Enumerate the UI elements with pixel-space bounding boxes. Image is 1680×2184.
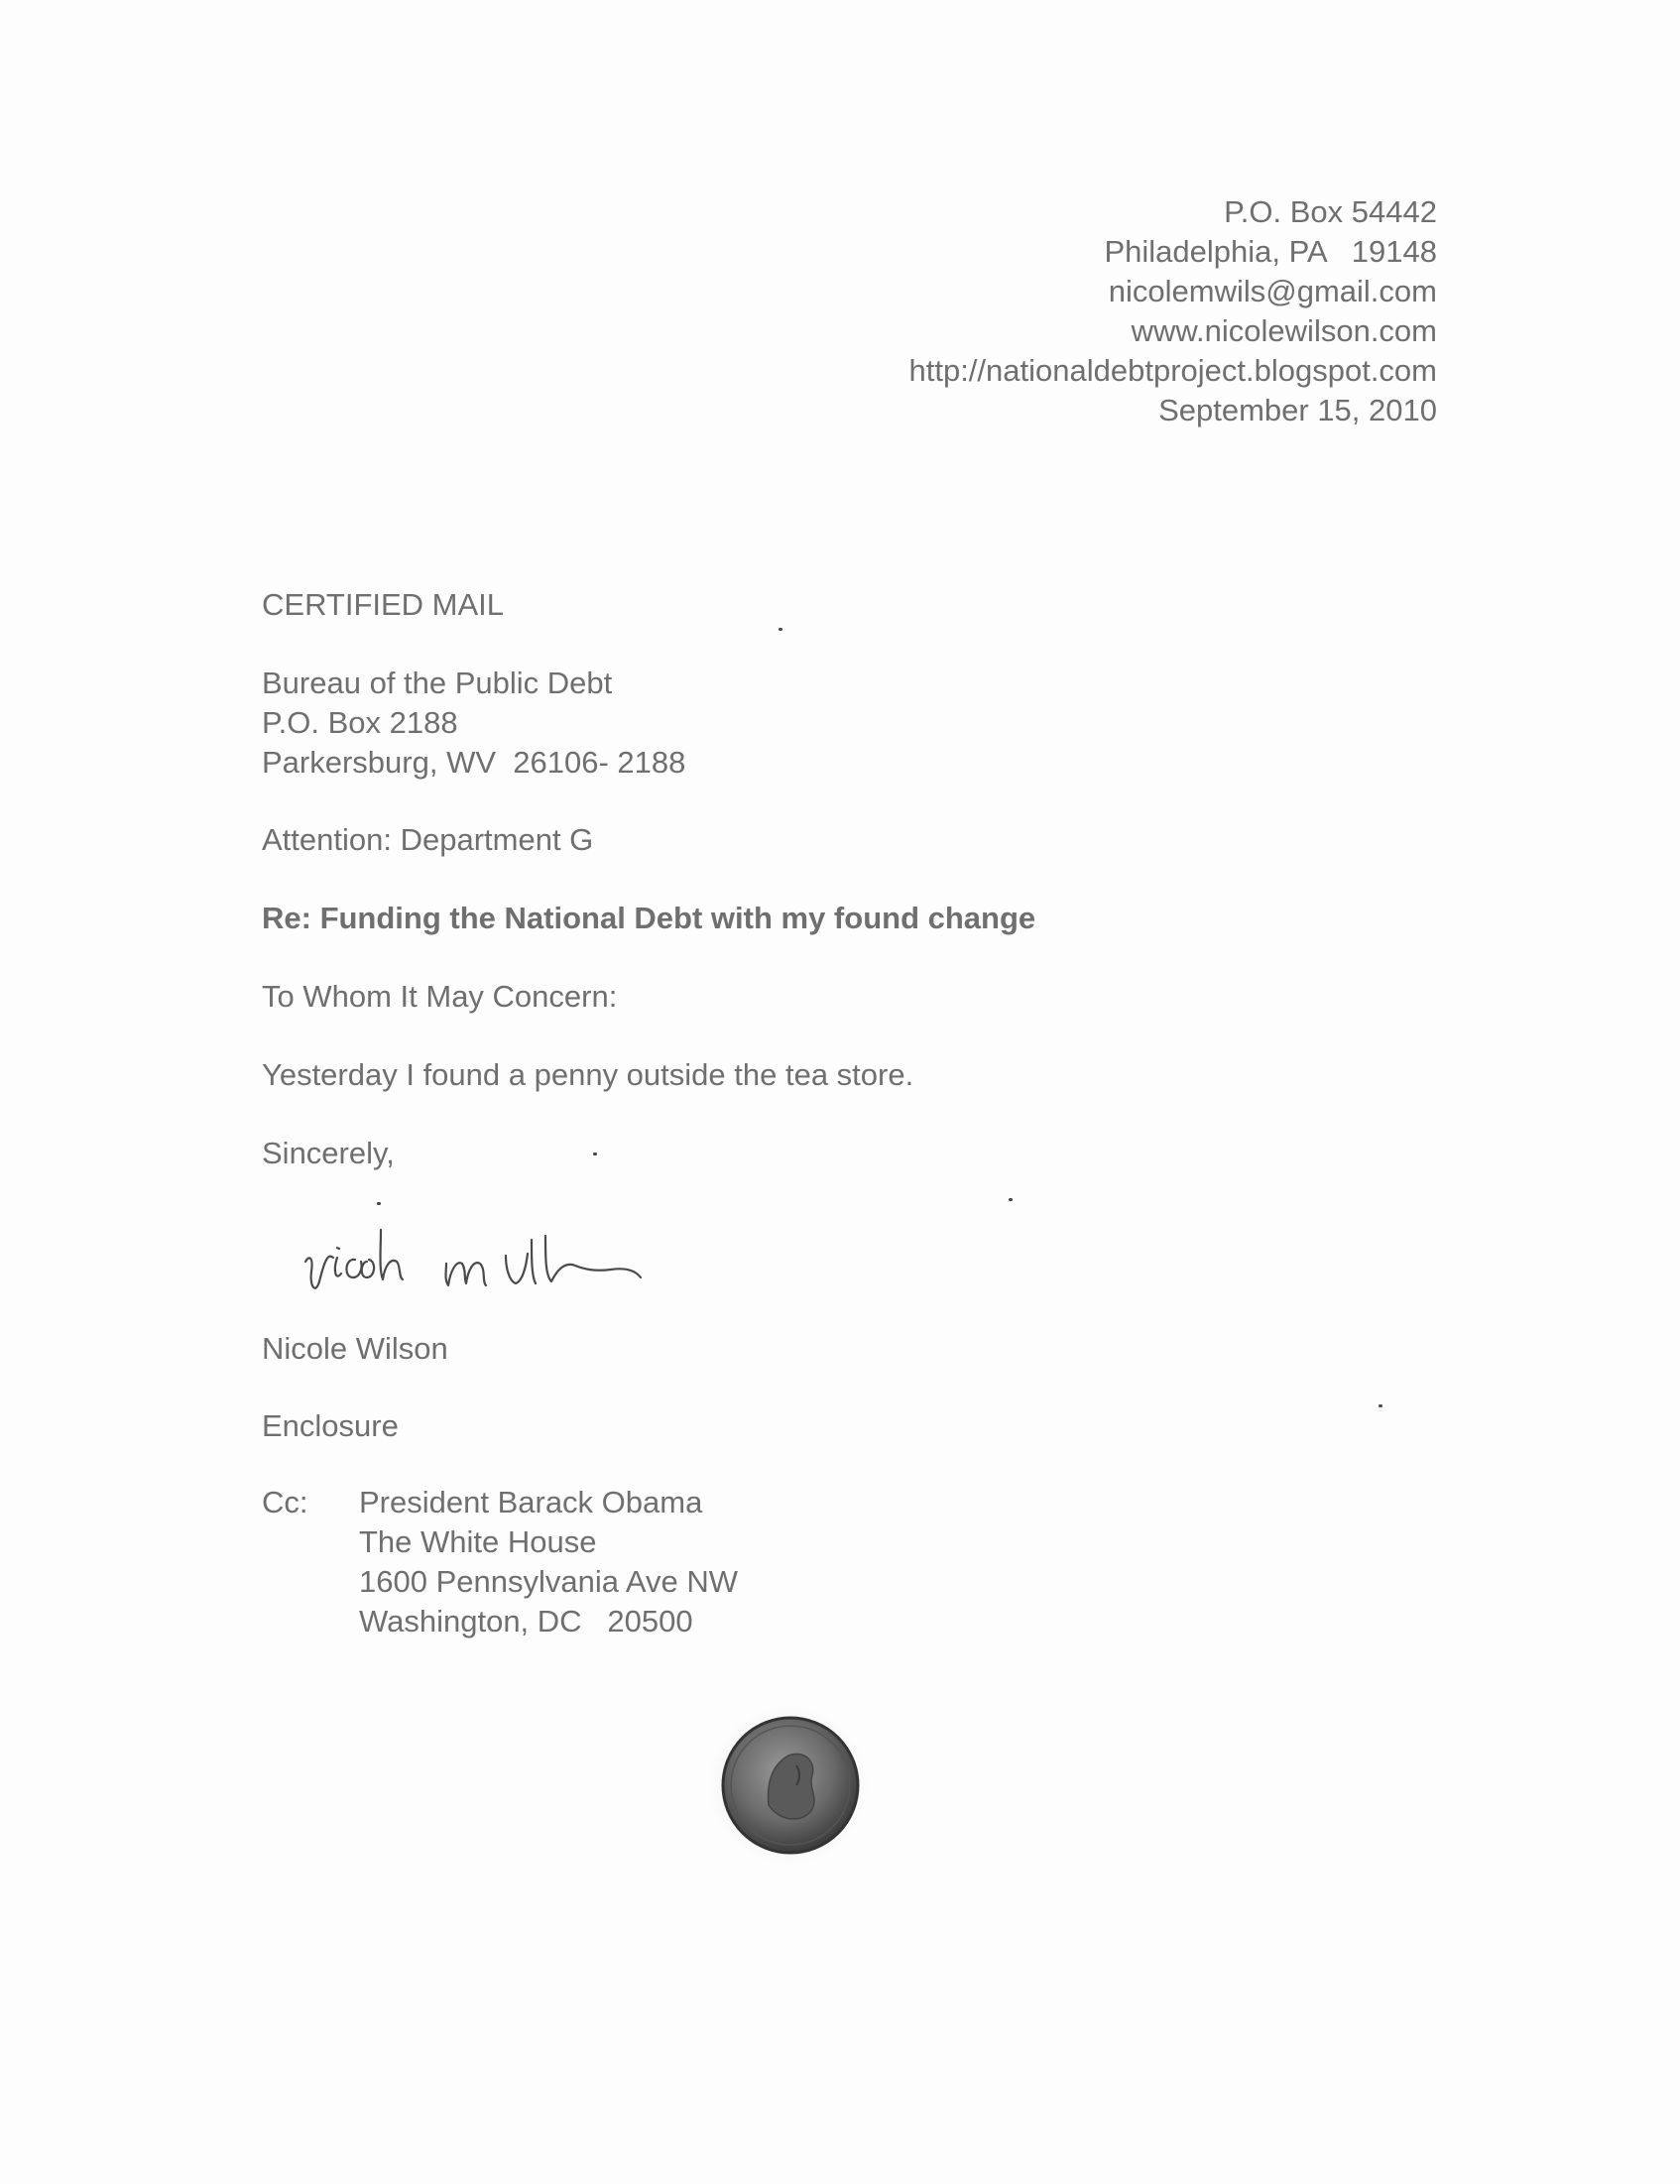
attention-line: Attention: Department G: [262, 822, 594, 857]
closing: Sincerely,: [262, 1136, 395, 1170]
sender-website: www.nicolewilson.com: [1131, 313, 1437, 348]
recipient-city-state-zip: Parkersburg, WV 26106- 2188: [262, 745, 686, 780]
salutation: To Whom It May Concern:: [262, 979, 618, 1014]
sender-po-box: P.O. Box 54442: [1224, 194, 1437, 229]
scan-speck: [1379, 1404, 1382, 1407]
signer-name: Nicole Wilson: [262, 1331, 448, 1366]
subject-line: Re: Funding the National Debt with my found change: [262, 901, 1036, 935]
scan-speck: [779, 628, 782, 631]
sender-email: nicolemwils@gmail.com: [1108, 274, 1437, 308]
recipient-address-block: [262, 664, 685, 783]
cc-org: The White House: [359, 1524, 597, 1559]
penny-coin-image: [709, 1706, 868, 1865]
letter-date: September 15, 2010: [1158, 393, 1437, 427]
recipient-po-box: P.O. Box 2188: [262, 705, 458, 740]
sender-city-state-zip: Philadelphia, PA 19148: [1104, 234, 1437, 269]
cc-address-block: [359, 1483, 738, 1641]
scan-speck: [1009, 1198, 1013, 1201]
cc-city-state-zip: Washington, DC 20500: [359, 1604, 693, 1638]
enclosure-notation: Enclosure: [262, 1408, 399, 1443]
scan-speck: [593, 1153, 597, 1155]
scan-speck: [377, 1202, 381, 1205]
cc-name: President Barack Obama: [359, 1485, 703, 1519]
sender-blog-url: http://nationaldebtproject.blogspot.com: [908, 353, 1437, 388]
sender-address-block: [908, 192, 1437, 430]
cc-street: 1600 Pennsylvania Ave NW: [359, 1564, 738, 1599]
mailing-method: CERTIFIED MAIL: [262, 587, 505, 622]
recipient-name: Bureau of the Public Debt: [262, 666, 613, 700]
letter-body: Yesterday I found a penny outside the tea store.: [262, 1057, 914, 1092]
cc-label: Cc:: [262, 1485, 308, 1519]
handwritten-signature: [298, 1200, 774, 1309]
